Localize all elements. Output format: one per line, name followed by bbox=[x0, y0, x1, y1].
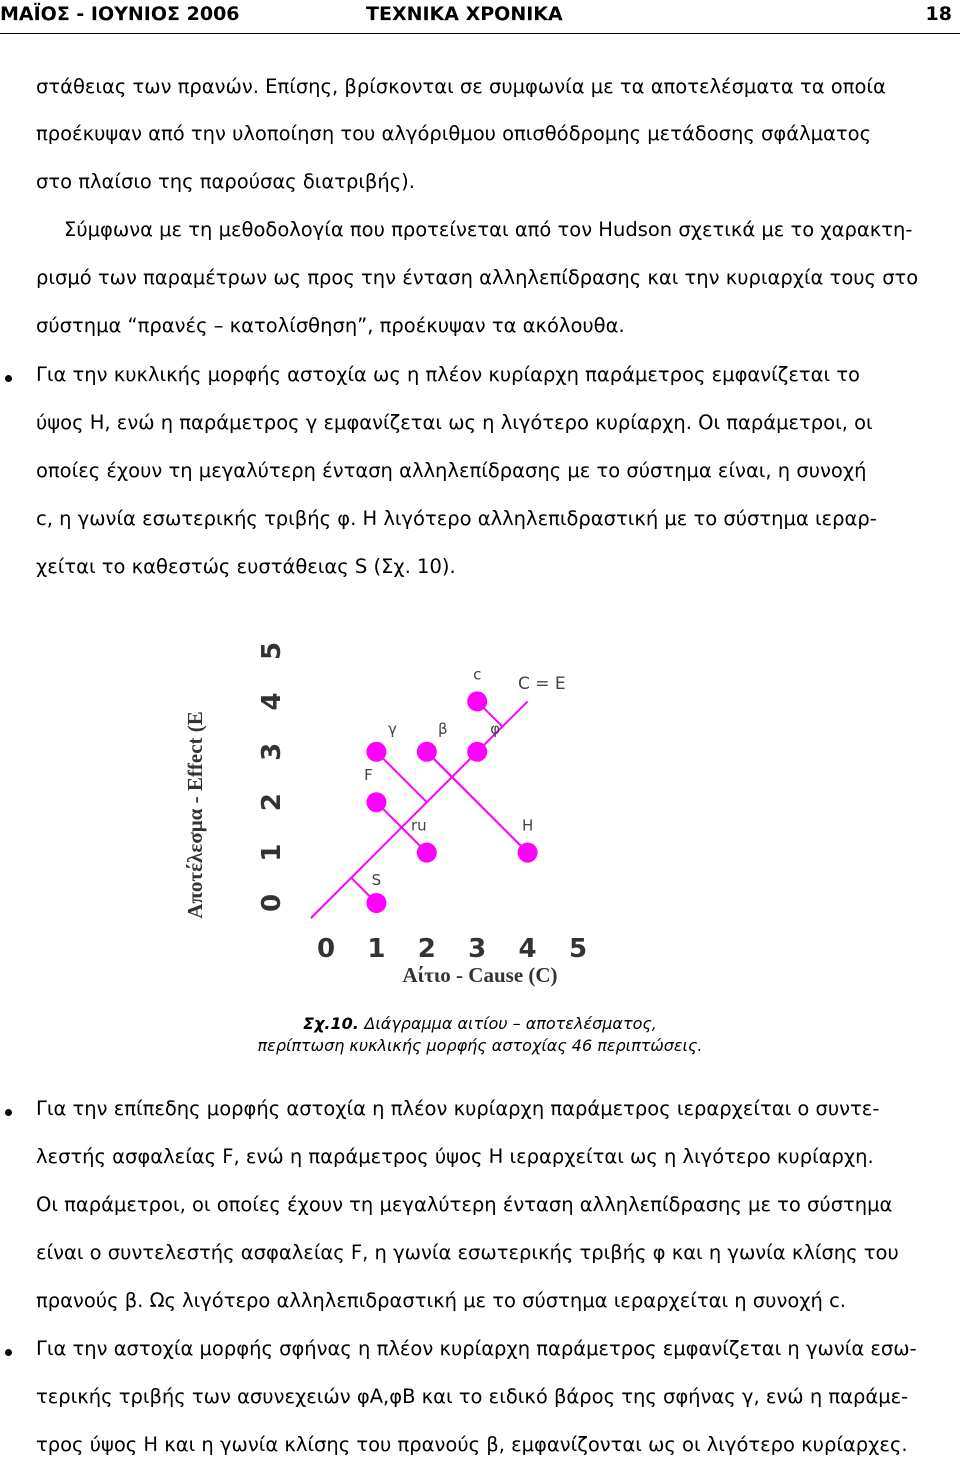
header-date: ΜΑΪΟΣ - ΙΟΥΝΙΟΣ 2006 bbox=[0, 3, 240, 25]
point-label: S bbox=[371, 871, 382, 889]
y-tick-label: 2 bbox=[257, 793, 287, 812]
data-point bbox=[366, 893, 386, 913]
data-point bbox=[417, 843, 437, 863]
point-label: c bbox=[473, 665, 482, 684]
bullet1-line: χείται το καθεστώς ευστάθειας S (Σχ. 10). bbox=[36, 555, 456, 578]
x-tick-label: 1 bbox=[367, 934, 386, 964]
y-tick-label: 0 bbox=[257, 893, 287, 913]
data-point bbox=[467, 691, 487, 711]
header-page-number: 18 bbox=[925, 3, 952, 25]
bullet1-line: Για την κυκλικής μορφής αστοχία ως η πλέον κυρίαρχη παράμετρος εμφανίζεται το bbox=[36, 363, 860, 386]
para1-line: στο πλαίσιο της παρούσας διατριβής). bbox=[36, 170, 415, 193]
running-header bbox=[0, 0, 960, 32]
bullet1-line: οποίες έχουν τη μεγαλύτερη ένταση αλληλεπίδρασης με το σύστημα είναι, η συνοχή bbox=[36, 459, 867, 482]
y-tick-label: 3 bbox=[257, 742, 287, 761]
x-tick-label: 3 bbox=[468, 934, 487, 964]
figure-caption-line2: περίπτωση κυκλικής μορφής αστοχίας 46 περιπτώσεις. bbox=[257, 1036, 703, 1055]
x-tick-label: 4 bbox=[518, 934, 537, 964]
bullet1-line: ύψος Η, ενώ η παράμετρος γ εμφανίζεται ως η λιγότερο κυρίαρχη. Οι παράμετροι, οι bbox=[36, 411, 873, 434]
y-tick-label: 5 bbox=[257, 641, 287, 661]
y-tick-label: 1 bbox=[257, 843, 287, 862]
diagonal-label: C = E bbox=[518, 674, 566, 694]
x-tick-label: 0 bbox=[316, 934, 336, 964]
bullet2-line: Οι παράμετροι, οι οποίες έχουν τη μεγαλύτερη ένταση αλληλεπίδρασης με το σύστημα bbox=[36, 1193, 893, 1216]
point-label: H bbox=[521, 816, 534, 835]
x-tick-label: 5 bbox=[568, 934, 588, 964]
figure-caption-number: Σχ.10. bbox=[303, 1014, 359, 1033]
x-tick-label: 2 bbox=[417, 934, 436, 964]
x-axis-label: Αίτιο - Cause (C) bbox=[402, 963, 558, 987]
header-rule bbox=[0, 33, 960, 34]
data-point bbox=[467, 742, 487, 762]
para1-line: προέκυψαν από την υλοποίηση του αλγόριθμου οπισθόδρομης μετάδοσης σφάλματος bbox=[36, 122, 872, 145]
data-point bbox=[366, 792, 386, 812]
bullet3-line: τερικής τριβής των ασυνεχειών φΑ,φΒ και το ειδικό βάρος της σφήνας γ, ενώ η παράμε- bbox=[36, 1385, 909, 1408]
bullet2-line: είναι ο συντελεστής ασφαλείας F, η γωνία εσωτερικής τριβής φ και η γωνία κλίσης του bbox=[36, 1241, 899, 1264]
header-journal-title: ΤΕΧΝΙΚΑ ΧΡΟΝΙΚΑ bbox=[366, 3, 563, 25]
point-label: ru bbox=[410, 816, 427, 835]
figure-caption-line1 bbox=[0, 1014, 960, 1033]
point-label: γ bbox=[387, 719, 397, 738]
cause-effect-figure bbox=[180, 625, 740, 999]
bullet3-line: Για την αστοχία μορφής σφήνας η πλέον κυρίαρχη παράμετρος εμφανίζεται η γωνία εσω- bbox=[36, 1337, 917, 1360]
y-tick-label: 4 bbox=[257, 692, 287, 711]
point-label: β bbox=[438, 719, 448, 738]
para2-line: ρισμό των παραμέτρων ως προς την ένταση αλληλεπίδρασης και την κυριαρχία τους στο bbox=[36, 266, 919, 289]
bullet-marker bbox=[5, 1109, 12, 1116]
para2-line: σύστημα “πρανές – κατολίσθηση”, προέκυψαν τα ακόλουθα. bbox=[36, 314, 625, 337]
bullet3-line: τρος ύψος Η και η γωνία κλίσης του πρανούς β, εμφανίζονται ως οι λιγότερο κυρίαρχες. bbox=[36, 1433, 908, 1456]
point-label: φ bbox=[490, 719, 501, 738]
figure-caption-title: Διάγραμμα αιτίου – αποτελέσματος, bbox=[364, 1014, 657, 1033]
bullet-marker bbox=[5, 1349, 12, 1356]
bullet1-line: c, η γωνία εσωτερικής τριβής φ. Η λιγότερο αλληλεπιδραστική με το σύστημα ιεραρ- bbox=[36, 507, 877, 530]
point-label: F bbox=[364, 766, 373, 785]
data-point bbox=[417, 742, 437, 762]
y-axis-label: Αποτέλεσμα - Effect (E bbox=[183, 711, 207, 919]
para2-line: Σύμφωνα με τη μεθοδολογία που προτείνεται από τον Hudson σχετικά με το χαρακτη- bbox=[64, 218, 913, 241]
bullet2-line: πρανούς β. Ως λιγότερο αλληλεπιδραστική με το σύστημα ιεραρχείται η συνοχή c. bbox=[36, 1289, 847, 1312]
bullet-marker bbox=[5, 375, 12, 382]
data-point bbox=[366, 742, 386, 762]
bullet2-line: λεστής ασφαλείας F, ενώ η παράμετρος ύψος Η ιεραρχείται ως η λιγότερο κυρίαρχη. bbox=[36, 1145, 874, 1168]
bullet2-line: Για την επίπεδης μορφής αστοχία η πλέον κυρίαρχη παράμετρος ιεραρχείται ο συντε- bbox=[36, 1097, 880, 1120]
data-point bbox=[518, 843, 538, 863]
para1-line: στάθειας των πρανών. Επίσης, βρίσκονται σε συμφωνία με τα αποτελέσματα τα οποία bbox=[36, 75, 886, 98]
cause-effect-chart bbox=[180, 625, 740, 995]
